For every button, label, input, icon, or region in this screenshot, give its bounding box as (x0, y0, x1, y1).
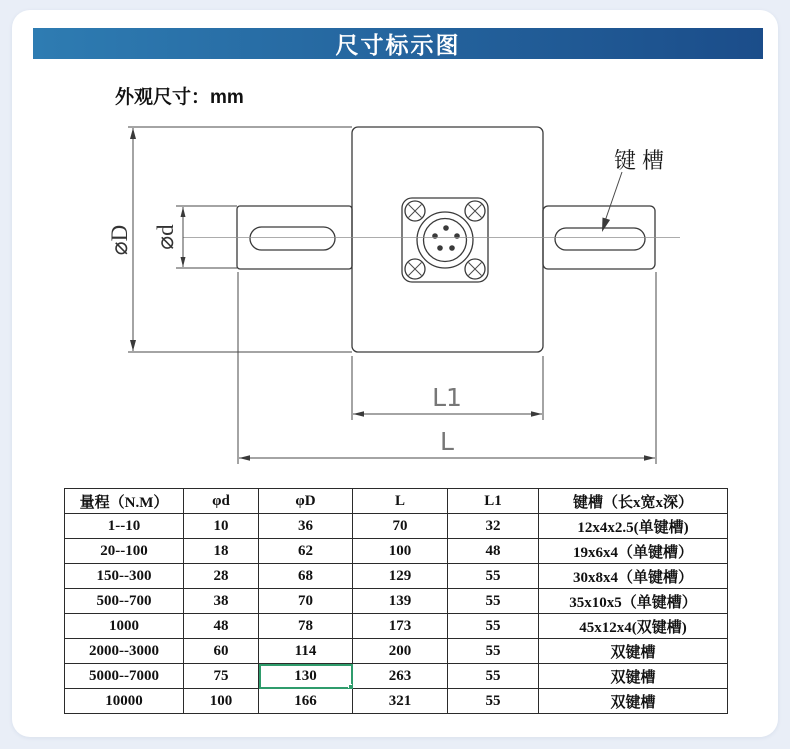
cell-phi-D: 36 (259, 514, 353, 539)
table-row (65, 514, 728, 539)
col-header-range: 量程（N.M） (65, 489, 184, 514)
L1-label: L1 (432, 383, 462, 412)
cell-L1: 55 (448, 689, 539, 714)
col-header-phi-d: φd (184, 489, 259, 514)
cell-phi-d: 75 (184, 664, 259, 689)
cell-L: 100 (353, 539, 448, 564)
cell-range: 2000--3000 (65, 639, 184, 664)
cell-keyway: 19x6x4（单键槽） (539, 539, 728, 564)
cell-L1: 48 (448, 539, 539, 564)
phi-D-label: ⌀D (107, 224, 132, 256)
connector-socket (417, 212, 473, 268)
phi-d-dimension (153, 206, 237, 268)
table-row (65, 589, 728, 614)
cell-phi-d: 60 (184, 639, 259, 664)
phi-d-label: ⌀d (153, 224, 178, 250)
col-header-L1: L1 (448, 489, 539, 514)
cell-L: 139 (353, 589, 448, 614)
cell-L1: 55 (448, 564, 539, 589)
cell-keyway: 45x12x4(双键槽) (539, 614, 728, 639)
left-keyway-slot (250, 227, 335, 250)
cell-phi-D: 114 (259, 639, 353, 664)
cell-range: 1--10 (65, 514, 184, 539)
cell-phi-d: 18 (184, 539, 259, 564)
cell-phi-d: 100 (184, 689, 259, 714)
keyway-callout (602, 148, 670, 232)
dimension-unit-note: 外观尺寸：mm (115, 87, 244, 108)
cell-L1: 55 (448, 639, 539, 664)
cell-L1: 55 (448, 664, 539, 689)
phi-D-dimension (107, 127, 352, 352)
cell-keyway: 双键槽 (539, 664, 728, 689)
cell-phi-D: 166 (259, 689, 353, 714)
cell-phi-d: 10 (184, 514, 259, 539)
cell-L1: 32 (448, 514, 539, 539)
cell-L: 263 (353, 664, 448, 689)
spec-table (64, 488, 728, 714)
cell-phi-D: 70 (259, 589, 353, 614)
cell-keyway: 35x10x5（单键槽） (539, 589, 728, 614)
cell-L1: 55 (448, 614, 539, 639)
cell-range: 10000 (65, 689, 184, 714)
cell-L: 70 (353, 514, 448, 539)
cell-range: 1000 (65, 614, 184, 639)
table-header-row (65, 489, 728, 514)
col-header-L: L (353, 489, 448, 514)
cell-keyway: 30x8x4（单键槽） (539, 564, 728, 589)
cell-keyway: 12x4x2.5(单键槽) (539, 514, 728, 539)
col-header-keyway: 键槽（长x宽x深） (539, 489, 728, 514)
cell-L: 129 (353, 564, 448, 589)
cell-L: 200 (353, 639, 448, 664)
cell-phi-d: 28 (184, 564, 259, 589)
selected-cell[interactable]: 130 (259, 664, 353, 689)
keyway-label: 键槽 (614, 148, 671, 173)
table-row (65, 614, 728, 639)
table-row (65, 664, 728, 689)
cell-L: 321 (353, 689, 448, 714)
cell-range: 20--100 (65, 539, 184, 564)
cell-range: 500--700 (65, 589, 184, 614)
cell-phi-d: 38 (184, 589, 259, 614)
table-row (65, 539, 728, 564)
col-header-phi-D: φD (259, 489, 353, 514)
sensor-body (352, 127, 543, 352)
cell-range: 150--300 (65, 564, 184, 589)
cell-range: 5000--7000 (65, 664, 184, 689)
cell-L1: 55 (448, 589, 539, 614)
cell-keyway: 双键槽 (539, 639, 728, 664)
table-row (65, 689, 728, 714)
keyway-arrowhead (602, 218, 610, 233)
cell-phi-D: 78 (259, 614, 353, 639)
section-banner-title: 尺寸标示图 (335, 32, 461, 58)
L-dimension (238, 272, 656, 464)
L-label: L (440, 427, 454, 456)
right-keyway-slot (555, 228, 645, 250)
cell-phi-D: 68 (259, 564, 353, 589)
table-row (65, 564, 728, 589)
table-row (65, 639, 728, 664)
cell-L: 173 (353, 614, 448, 639)
cell-phi-d: 48 (184, 614, 259, 639)
L1-dimension (352, 356, 543, 420)
cell-keyway: 双键槽 (539, 689, 728, 714)
cell-phi-D: 62 (259, 539, 353, 564)
